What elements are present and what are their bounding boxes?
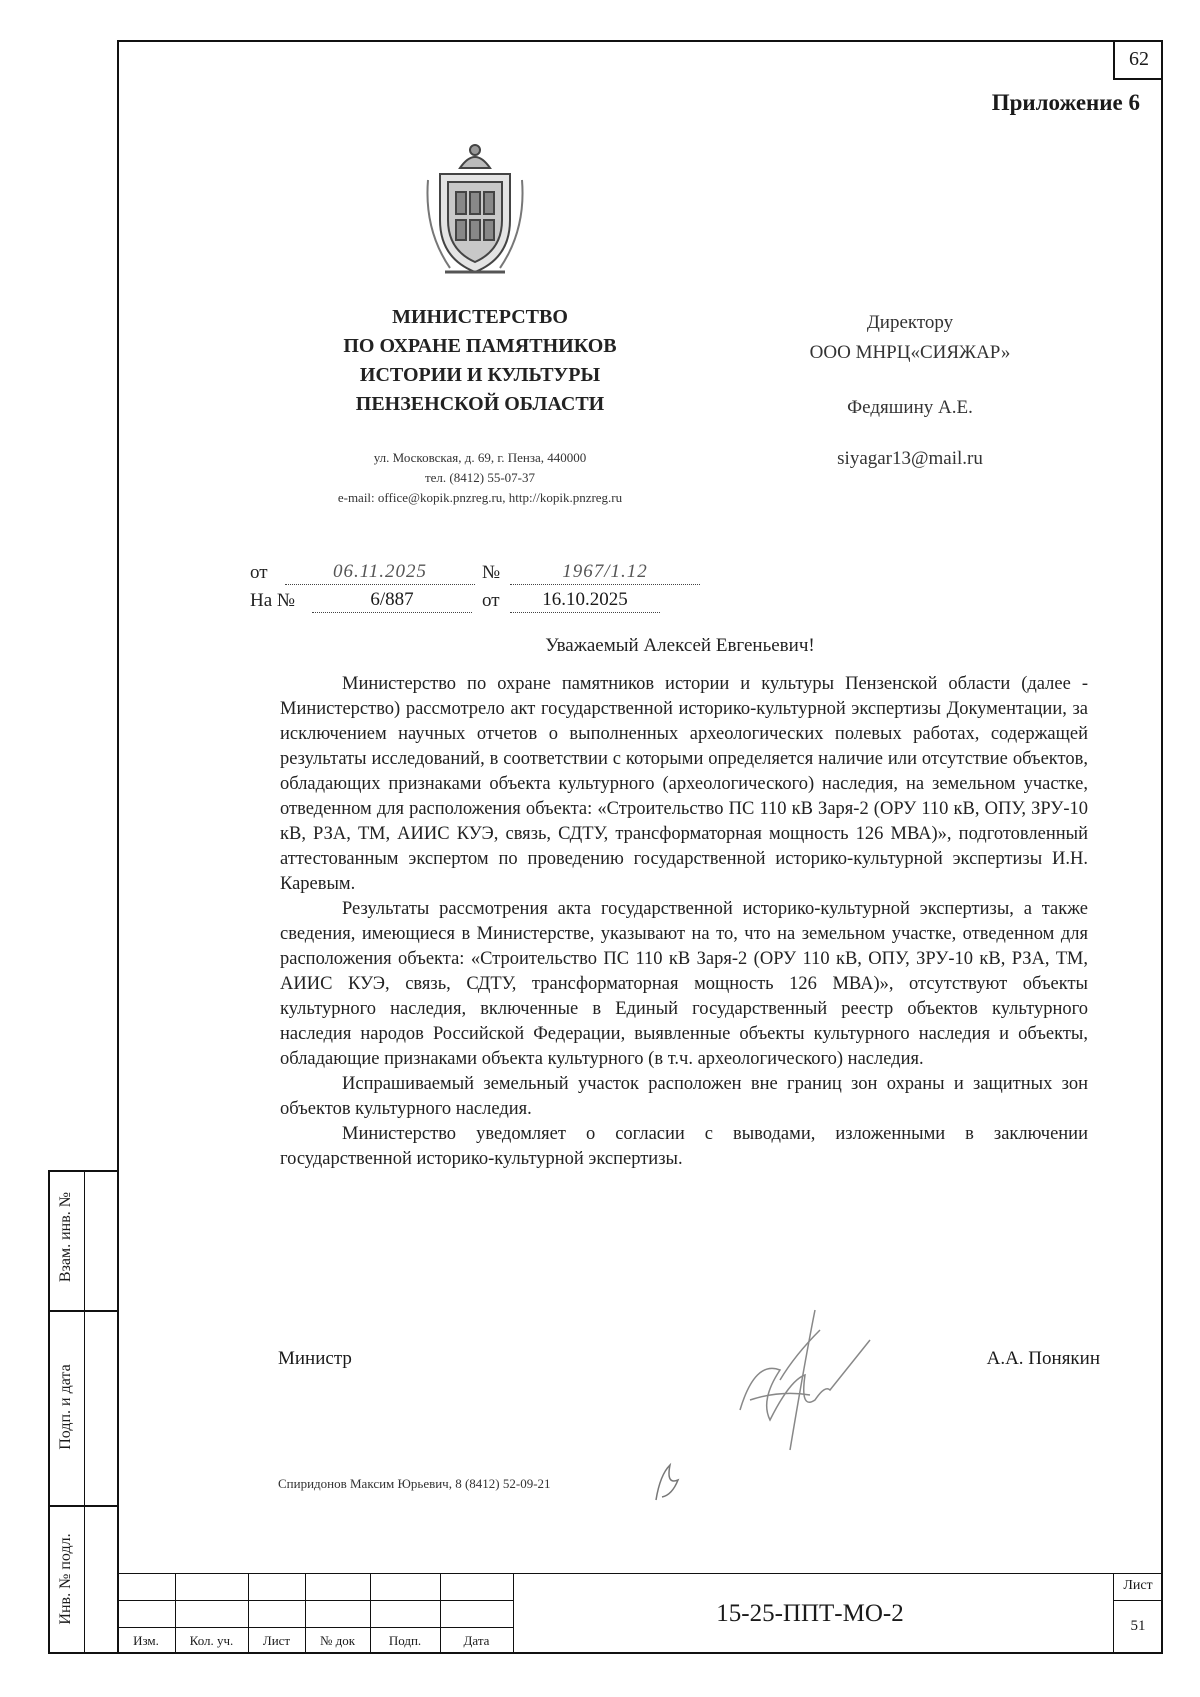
recipient-title: Директору	[866, 312, 954, 333]
org-phone: тел. (8412) 55-07-37	[424, 470, 535, 485]
side-label-vzam: Взам. инв. №	[57, 1191, 74, 1283]
title-block-col-6	[513, 1573, 514, 1654]
greeting: Уважаемый Алексей Евгеньевич!	[545, 635, 815, 656]
coat-of-arms-icon	[420, 140, 530, 280]
reg-out-number: 1967/1.12	[510, 560, 700, 585]
reg-from-date: 06.11.2025	[285, 560, 475, 585]
tb-col-data: Дата	[463, 1633, 490, 1648]
org-name-line-3: ИСТОРИИ И КУЛЬТУРЫ	[359, 364, 601, 386]
tb-col-izm: Изм.	[133, 1633, 159, 1648]
tb-col-podp: Подп.	[388, 1633, 422, 1648]
signer-title: Министр	[278, 1348, 352, 1369]
reg-reply-date: 16.10.2025	[510, 588, 660, 613]
tb-col-no-dok: № док	[319, 1633, 356, 1648]
body-paragraph-1: Министерство по охране памятников истории и культуры Пензенской области (далее - Министерство) рассмотрело акт государственной историко-культурной экспертизы Документации, за исключением научных отчетов о выполненных археологических полевых работах, содержащей результаты исследований, в соответствии с которыми определяется наличие или отсутствие объектов, обладающих признаками объекта культурного (археологического) наследия, на земельном участке, отведенном для расположения объекта: «Строительство ПС 110 кВ Заря-2 (ОРУ 110 кВ, ОПУ, ЗРУ-10 кВ, РЗА, ТМ, АИИС КУЭ, связь, СДТУ, трансформаторная мощность 126 МВА)», подготовленный аттестованным экспертом по проведению государственной историко-культурной экспертизы И.Н. Каревым.	[280, 674, 1088, 894]
org-name-line-2: ПО ОХРАНЕ ПАМЯТНИКОВ	[343, 335, 617, 357]
title-block-row-1	[117, 1600, 513, 1601]
tb-col-kol-uch: Кол. уч.	[189, 1633, 234, 1648]
reg-reply-from-label: от	[482, 590, 500, 611]
initials-signature-icon	[648, 1455, 688, 1505]
appendix-label: Приложение 6	[991, 90, 1140, 115]
strip-row-divider-2	[48, 1505, 117, 1507]
org-email-web: e-mail: office@kopik.pnzreg.ru, http://kopik.pnzreg.ru	[337, 490, 623, 505]
side-label-inv: Инв. № подл.	[57, 1533, 74, 1625]
tb-col-list: Лист	[262, 1633, 291, 1648]
side-label-podp: Подп. и дата	[57, 1364, 74, 1450]
letter-body	[280, 672, 1088, 1172]
body-paragraph-3: Испрашиваемый земельный участок расположен вне границ зон охраны и защитных зон объектов культурного наследия.	[280, 1074, 1088, 1119]
body-paragraph-2: Результаты рассмотрения акта государственной историко-культурной экспертизы, а также сведения, имеющиеся в Министерстве, указывают на то, что на земельном участке, отведенном для расположения объекта: «Строительство ПС 110 кВ Заря-2 (ОРУ 110 кВ, ОПУ, ЗРУ-10 кВ, РЗА, ТМ, АИИС КУЭ, связь, СДТУ, трансформаторная мощность 126 МВА)», отсутствуют объекты культурного наследия, включенные в Единый государственный реестр объектов культурного наследия народов Российской Федерации, выявленные объекты культурного наследия и объекты, обладающие признаками объекта культурного (в т.ч. археологического) наследия.	[280, 899, 1088, 1069]
reg-reply-label: На №	[250, 590, 296, 611]
document-code: 15-25-ППТ-МО-2	[716, 1600, 904, 1627]
executor-contact: Спиридонов Максим Юрьевич, 8 (8412) 52-09-21	[278, 1476, 551, 1491]
page-number: 62	[1113, 40, 1163, 80]
sheet-number: 51	[1130, 1618, 1146, 1634]
org-name-line-4: ПЕНЗЕНСКОЙ ОБЛАСТИ	[355, 393, 605, 415]
reg-from-label: от	[250, 562, 268, 583]
reg-reply-number: 6/887	[312, 588, 472, 613]
signer-name: А.А. Понякин	[986, 1348, 1100, 1369]
recipient-name: Федяшину А.Е.	[847, 397, 973, 418]
body-paragraph-4: Министерство уведомляет о согласии с выводами, изложенными в заключении государственной историко-культурной экспертизы.	[280, 1124, 1088, 1169]
signature-icon	[720, 1300, 890, 1460]
recipient-email: siyagar13@mail.ru	[837, 448, 983, 469]
strip-divider	[84, 1170, 85, 1654]
reg-num-label: №	[482, 562, 501, 583]
title-block-row-2	[117, 1627, 513, 1628]
title-block-top-line	[117, 1573, 1163, 1574]
recipient-org: ООО МНРЦ«СИЯЖАР»	[809, 342, 1011, 363]
org-address: ул. Московская, д. 69, г. Пенза, 440000	[373, 450, 587, 465]
sheet-label: Лист	[1123, 1578, 1153, 1593]
strip-row-divider-1	[48, 1310, 117, 1312]
title-block-sheet-divider	[1113, 1600, 1163, 1601]
org-name-line-1: МИНИСТЕРСТВО	[392, 306, 568, 328]
